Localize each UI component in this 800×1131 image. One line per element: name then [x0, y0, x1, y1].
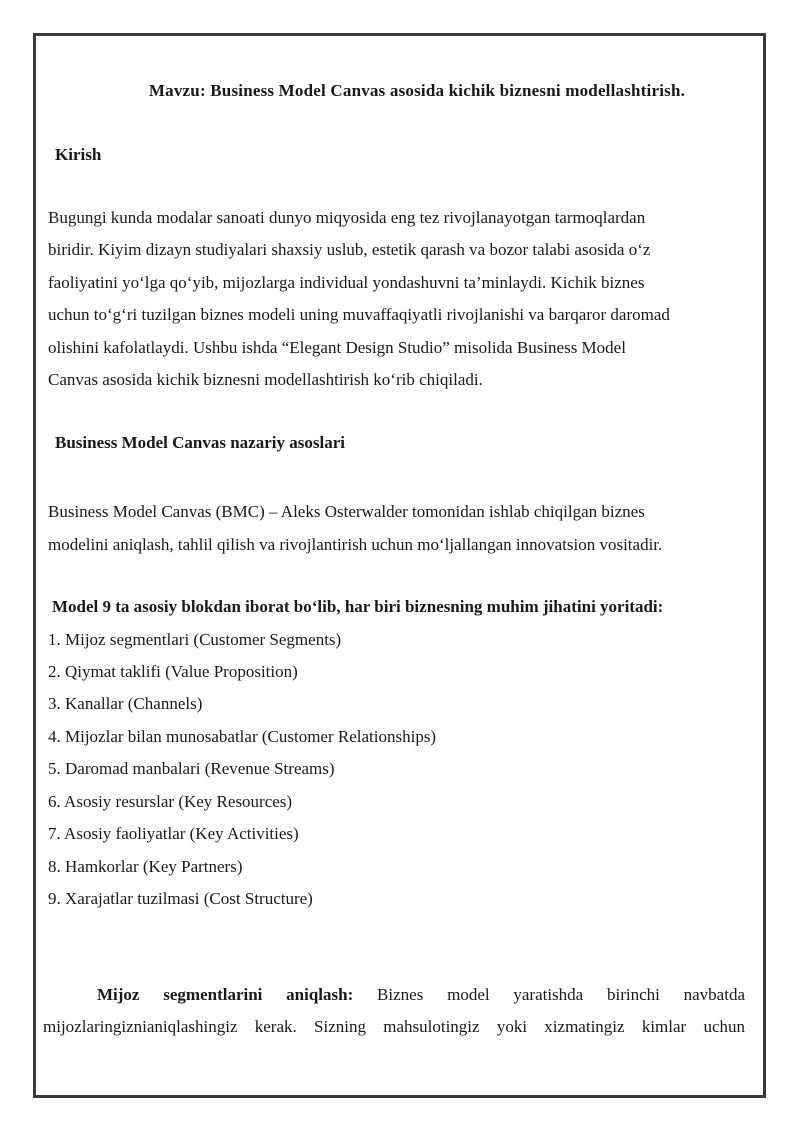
list-item: 1. Mijoz segmentlari (Customer Segments)	[48, 629, 342, 649]
blocks-list	[48, 624, 738, 916]
list-item: 8. Hamkorlar (Key Partners)	[48, 856, 243, 876]
customer-segments-paragraph	[43, 979, 745, 1042]
paragraph-line: modelini aniqlash, tahlil qilish va rivojlantirish uchun moʻljallangan innovatsion vositadir.	[48, 534, 663, 554]
list-item: 3. Kanallar (Channels)	[48, 694, 203, 714]
paragraph-line: olishini kafolatlaydi. Ushbu ishda “Elegant Design Studio” misolida Business Model	[48, 337, 626, 357]
paragraph-line: Canvas asosida kichik biznesni modellashtirish koʻrib chiqiladi.	[48, 370, 483, 390]
list-item: 4. Mijozlar bilan munosabatlar (Customer Relationships)	[48, 726, 437, 746]
list-item: 5. Daromad manbalari (Revenue Streams)	[48, 759, 335, 779]
paragraph-lead-rest: Biznes model yaratishda birinchi navbatda	[377, 985, 746, 1005]
section-heading-bmc: Business Model Canvas nazariy asoslari	[55, 433, 345, 453]
paragraph-line: faoliyatini yoʻlga qoʻyib, mijozlarga individual yondashuvni ta’minlaydi. Kichik biznes	[48, 272, 645, 292]
paragraph-line: mijozlaringiznianiqlashingiz kerak. Sizning mahsulotingiz yoki xizmatingiz kimlar uchun	[43, 1016, 745, 1036]
list-item: 2. Qiymat taklifi (Value Proposition)	[48, 662, 298, 682]
page-border-frame	[33, 33, 766, 1098]
bmc-paragraph	[48, 496, 738, 561]
paragraph-line: Business Model Canvas (BMC) – Aleks Osterwalder tomonidan ishlab chiqilgan biznes	[48, 502, 645, 522]
blocks-list-heading: Model 9 ta asosiy blokdan iborat boʻlib, har biri biznesning muhim jihatini yoritadi:	[52, 597, 664, 617]
list-item: 7. Asosiy faoliyatlar (Key Activities)	[48, 824, 299, 844]
doc-title: Mavzu: Business Model Canvas asosida kichik biznesni modellashtirish.	[148, 81, 686, 100]
page-content	[43, 36, 746, 1042]
section-heading-kirish: Kirish	[55, 145, 102, 164]
paragraph-line	[43, 979, 745, 1011]
paragraph-line: biridir. Kiyim dizayn studiyalari shaxsiy uslub, estetik qarash va bozor talabi asosida oʻz	[48, 240, 651, 260]
paragraph-line: Bugungi kunda modalar sanoati dunyo miqyosida eng tez rivojlanayotgan tarmoqlardan	[48, 208, 646, 227]
list-item: 6. Asosiy resurslar (Key Resources)	[48, 791, 293, 811]
paragraph-line: uchun toʻgʻri tuzilgan biznes modeli uning muvaffaqiyatli rivojlanishi va barqaror daromad	[48, 305, 670, 325]
intro-paragraph	[48, 202, 738, 396]
list-item: 9. Xarajatlar tuzilmasi (Cost Structure)	[48, 888, 313, 908]
paragraph-lead-bold: Mijoz segmentlarini aniqlash:	[97, 985, 354, 1005]
